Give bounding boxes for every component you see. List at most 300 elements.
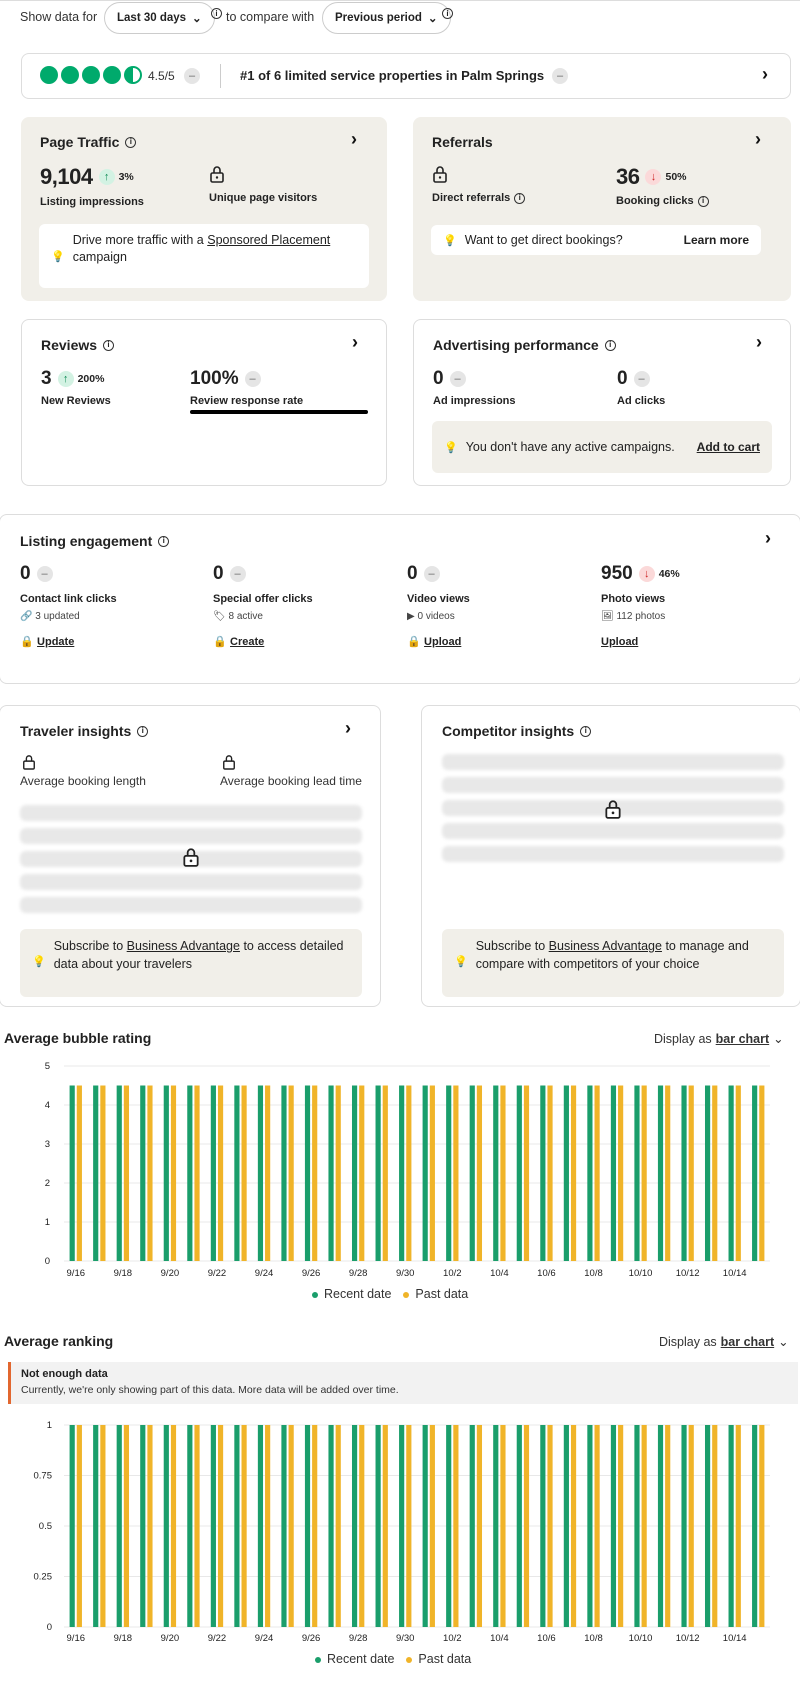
display-as-value: bar chart — [720, 1334, 775, 1349]
bar-past — [383, 1086, 388, 1262]
bar-past — [547, 1086, 552, 1262]
lock-icon — [432, 165, 448, 186]
bar-recent — [423, 1086, 428, 1262]
bar-past — [289, 1086, 294, 1262]
bar-past — [77, 1086, 82, 1262]
bar-past — [500, 1425, 505, 1627]
upload-photo-link[interactable]: Upload — [601, 636, 639, 648]
traveler-insights-card[interactable] — [0, 705, 381, 1007]
y-tick-label: 0.25 — [33, 1571, 52, 1583]
engagement-item — [20, 563, 117, 648]
bar-past — [383, 1425, 388, 1627]
dash-icon: – — [184, 68, 200, 84]
x-tick-label: 9/26 — [301, 1633, 321, 1644]
info-icon[interactable]: i — [125, 137, 136, 148]
bar-past — [759, 1086, 764, 1262]
x-tick-label: 9/24 — [254, 1268, 274, 1279]
chart-legend — [312, 1287, 468, 1301]
past-legend-dot — [403, 1292, 409, 1298]
bar-recent — [211, 1425, 216, 1627]
bar-past — [406, 1086, 411, 1262]
arrow-up-icon: ↑ — [58, 371, 74, 387]
lightbulb-icon: 💡 — [444, 441, 458, 454]
recent-legend-dot — [312, 1292, 318, 1298]
y-tick-label: 1 — [46, 1420, 52, 1431]
link-icon: 🔗 — [20, 611, 33, 622]
y-tick-label: 4 — [44, 1100, 50, 1111]
bubble-rating-icon — [40, 66, 142, 84]
response-rate-label: Review response rate — [190, 395, 304, 407]
sponsored-tip — [39, 224, 369, 288]
blurred-placeholder — [20, 828, 362, 844]
info-icon[interactable]: i — [211, 8, 222, 19]
x-tick-label: 9/28 — [348, 1633, 368, 1644]
response-rate-bar — [190, 410, 368, 414]
x-tick-label: 9/16 — [66, 1268, 86, 1279]
dash-icon: – — [230, 566, 246, 582]
x-tick-label: 10/10 — [628, 1633, 653, 1644]
bar-past — [265, 1086, 270, 1262]
x-tick-label: 10/10 — [628, 1268, 653, 1279]
y-tick-label: 5 — [44, 1061, 50, 1072]
bar-past — [477, 1086, 482, 1262]
engagement-label: Photo views — [601, 593, 666, 605]
traveler-title: Traveler insights — [20, 723, 132, 739]
bar-past — [736, 1425, 741, 1627]
bar-past — [500, 1086, 505, 1262]
x-tick-label: 9/16 — [66, 1633, 86, 1644]
bar-past — [194, 1425, 199, 1627]
x-tick-label: 10/12 — [675, 1268, 700, 1279]
lock-icon — [182, 847, 200, 870]
engagement-item — [213, 563, 313, 648]
x-tick-label: 10/6 — [537, 1268, 556, 1279]
bar-recent — [305, 1425, 310, 1627]
bar-recent — [328, 1425, 333, 1627]
dash-icon: – — [245, 371, 261, 387]
y-tick-label: 2 — [44, 1178, 50, 1189]
lightbulb-icon: 💡 — [454, 956, 468, 968]
chevron-down-icon: ⌄ — [192, 13, 202, 25]
notice-title: Not enough data — [21, 1368, 108, 1380]
bubble-rating-chart — [0, 1050, 800, 1280]
bar-recent — [634, 1086, 639, 1262]
bar-past — [689, 1086, 694, 1262]
bar-past — [642, 1086, 647, 1262]
bar-past — [571, 1086, 576, 1262]
recent-legend-dot — [315, 1657, 321, 1663]
lock-icon — [209, 165, 225, 186]
bar-past — [736, 1086, 741, 1262]
bar-recent — [399, 1425, 404, 1627]
arrow-down-icon: ↓ — [639, 566, 655, 582]
period-value: Last 30 days — [117, 12, 187, 24]
bar-recent — [705, 1425, 710, 1627]
x-tick-label: 9/28 — [348, 1268, 368, 1279]
arrow-up-icon: ↑ — [99, 169, 115, 185]
info-icon[interactable]: i — [580, 726, 591, 737]
x-tick-label: 10/2 — [443, 1268, 462, 1279]
y-tick-label: 0 — [46, 1622, 52, 1633]
bar-past — [689, 1425, 694, 1627]
engagement-value: 950 — [601, 563, 633, 584]
x-tick-label: 10/14 — [722, 1268, 747, 1279]
rating-bar[interactable] — [21, 53, 791, 99]
blurred-placeholder — [20, 897, 362, 913]
bar-recent — [187, 1086, 192, 1262]
bar-past — [124, 1425, 129, 1627]
bar-past — [430, 1086, 435, 1262]
bar-past — [759, 1425, 764, 1627]
bar-recent — [376, 1425, 381, 1627]
compare-label: to compare with — [226, 10, 315, 24]
bar-recent — [164, 1086, 169, 1262]
bar-recent — [376, 1086, 381, 1262]
blurred-placeholder — [442, 846, 784, 862]
engagement-value: 0 — [20, 563, 31, 584]
bar-recent — [93, 1086, 98, 1262]
learn-more-link[interactable]: Learn more — [683, 233, 749, 247]
bar-recent — [117, 1425, 122, 1627]
engagement-title: Listing engagement — [20, 533, 153, 549]
display-as-label: Display as — [654, 1031, 712, 1046]
bar-past — [171, 1086, 176, 1262]
ad-clicks-label: Ad clicks — [617, 395, 666, 407]
ranking-chart — [0, 1415, 800, 1655]
bar-past — [359, 1425, 364, 1627]
chevron-down-icon: ⌄ — [773, 1032, 784, 1046]
blurred-placeholder — [442, 754, 784, 770]
direct-bookings-tip — [431, 225, 761, 255]
bar-past — [453, 1425, 458, 1627]
page-traffic-card[interactable] — [21, 117, 387, 301]
dash-icon: – — [634, 371, 650, 387]
bar-recent — [117, 1086, 122, 1262]
x-tick-label: 9/18 — [113, 1268, 133, 1279]
chevron-right-icon[interactable]: › — [352, 332, 358, 352]
x-tick-label: 9/26 — [301, 1268, 321, 1279]
tip-text: to manage and compare with competitors of your choice — [475, 939, 749, 971]
booking-clicks-value: 36 — [616, 164, 640, 189]
bar-recent — [187, 1425, 192, 1627]
chevron-down-icon: ⌄ — [427, 13, 438, 25]
legend-recent: Recent date — [324, 1287, 392, 1301]
bar-past — [406, 1425, 411, 1627]
bar-past — [289, 1425, 294, 1627]
compare-select[interactable] — [322, 2, 451, 34]
engagement-value: 0 — [407, 563, 418, 584]
lock-icon — [604, 799, 622, 822]
bar-recent — [70, 1086, 75, 1262]
page-traffic-title: Page Traffic — [40, 134, 120, 150]
ad-impressions-value: 0 — [433, 368, 444, 389]
display-as-select[interactable] — [659, 1334, 789, 1349]
bar-recent — [658, 1086, 663, 1262]
info-icon[interactable]: i — [158, 536, 169, 547]
x-tick-label: 9/18 — [113, 1633, 133, 1644]
bar-recent — [446, 1086, 451, 1262]
bar-recent — [587, 1425, 592, 1627]
bar-recent — [93, 1425, 98, 1627]
bar-recent — [587, 1086, 592, 1262]
x-tick-label: 9/22 — [207, 1633, 227, 1644]
bar-past — [124, 1086, 129, 1262]
x-tick-label: 9/30 — [395, 1268, 415, 1279]
bar-recent — [281, 1425, 286, 1627]
bar-recent — [470, 1086, 475, 1262]
referrals-card[interactable] — [413, 117, 791, 301]
bar-past — [665, 1086, 670, 1262]
bar-past — [147, 1425, 152, 1627]
bar-recent — [164, 1425, 169, 1627]
bar-past — [218, 1086, 223, 1262]
bar-past — [336, 1086, 341, 1262]
bar-past — [218, 1425, 223, 1627]
legend-past: Past data — [418, 1652, 472, 1666]
bar-recent — [564, 1425, 569, 1627]
update-link[interactable]: Update — [37, 636, 75, 648]
bar-recent — [281, 1086, 286, 1262]
engagement-item — [407, 563, 470, 648]
engagement-sub: 0 videos — [417, 611, 455, 622]
bar-past — [336, 1425, 341, 1627]
bar-recent — [517, 1425, 522, 1627]
ad-clicks-value: 0 — [617, 368, 628, 389]
tag-icon: 🏷 — [213, 611, 226, 622]
bar-recent — [423, 1425, 428, 1627]
bar-recent — [611, 1425, 616, 1627]
info-icon[interactable]: i — [137, 726, 148, 737]
bar-recent — [140, 1425, 145, 1627]
display-as-select[interactable] — [654, 1031, 784, 1046]
info-icon[interactable]: i — [103, 340, 114, 351]
bar-past — [477, 1425, 482, 1627]
lightbulb-icon: 💡 — [51, 251, 65, 263]
business-advantage-tip — [20, 929, 362, 997]
show-data-label: Show data for — [20, 10, 98, 24]
dash-icon: – — [37, 566, 53, 582]
bar-recent — [564, 1086, 569, 1262]
response-rate-value: 100% — [190, 368, 239, 389]
business-advantage-tip — [442, 929, 784, 997]
bar-recent — [729, 1425, 734, 1627]
bar-past — [312, 1425, 317, 1627]
bar-recent — [634, 1425, 639, 1627]
engagement-item — [601, 563, 680, 648]
bar-recent — [446, 1425, 451, 1627]
arrow-down-icon: ↓ — [645, 169, 661, 185]
x-tick-label: 10/4 — [490, 1633, 509, 1644]
dash-icon: – — [450, 371, 466, 387]
bar-past — [77, 1425, 82, 1627]
bar-recent — [493, 1425, 498, 1627]
bar-past — [242, 1425, 247, 1627]
bar-past — [312, 1086, 317, 1262]
x-tick-label: 9/20 — [160, 1633, 180, 1644]
not-enough-data-notice — [8, 1362, 798, 1404]
referrals-title: Referrals — [432, 134, 493, 150]
bar-recent — [140, 1086, 145, 1262]
x-tick-label: 10/8 — [584, 1633, 603, 1644]
x-tick-label: 9/20 — [160, 1268, 180, 1279]
direct-referrals-label: Direct referrals — [432, 192, 511, 204]
display-as-value: bar chart — [715, 1031, 770, 1046]
video-icon: ▶ — [407, 611, 415, 622]
divider — [220, 64, 221, 88]
bar-recent — [611, 1086, 616, 1262]
impressions-value: 9,104 — [40, 164, 93, 189]
chevron-right-icon[interactable]: › — [755, 129, 761, 149]
info-icon[interactable]: i — [442, 8, 453, 19]
new-reviews-label: New Reviews — [41, 395, 111, 407]
ad-impressions-label: Ad impressions — [433, 395, 516, 407]
lightbulb-icon: 💡 — [32, 956, 46, 968]
listing-engagement-card[interactable] — [0, 514, 800, 684]
image-icon: 🖼 — [601, 611, 614, 622]
x-tick-label: 10/6 — [537, 1633, 556, 1644]
x-tick-label: 10/14 — [722, 1633, 747, 1644]
new-reviews-pct: 200% — [77, 373, 105, 385]
dash-icon: – — [424, 566, 440, 582]
create-link[interactable]: Create — [230, 636, 265, 648]
sponsored-placement-link[interactable]: Sponsored Placement — [207, 233, 331, 247]
bar-past — [547, 1425, 552, 1627]
bar-recent — [399, 1086, 404, 1262]
bar-past — [665, 1425, 670, 1627]
bubble-rating-title: Average bubble rating — [4, 1030, 152, 1046]
engagement-label: Contact link clicks — [20, 593, 117, 605]
dash-icon: – — [552, 68, 568, 84]
chevron-right-icon: › — [762, 64, 768, 84]
chart-legend — [315, 1652, 471, 1666]
bar-past — [100, 1425, 105, 1627]
ranking-title: Average ranking — [4, 1333, 114, 1349]
chevron-right-icon[interactable]: › — [756, 332, 762, 352]
bar-past — [618, 1425, 623, 1627]
bar-recent — [752, 1086, 757, 1262]
business-advantage-link[interactable]: Business Advantage — [126, 939, 240, 953]
bar-recent — [70, 1425, 75, 1627]
add-to-cart-link[interactable]: Add to cart — [696, 440, 760, 454]
upload-video-link[interactable]: Upload — [424, 636, 462, 648]
bar-recent — [211, 1086, 216, 1262]
bar-past — [242, 1086, 247, 1262]
bar-recent — [540, 1086, 545, 1262]
blurred-placeholder — [20, 874, 362, 890]
x-tick-label: 9/22 — [207, 1268, 227, 1279]
engagement-label: Video views — [407, 593, 470, 605]
business-advantage-link[interactable]: Business Advantage — [548, 939, 662, 953]
top-divider — [0, 0, 800, 1]
reviews-card[interactable] — [21, 319, 387, 486]
bar-recent — [681, 1425, 686, 1627]
x-tick-label: 10/2 — [443, 1633, 462, 1644]
reviews-title: Reviews — [41, 337, 98, 353]
tip-text: Drive more traffic with a — [72, 233, 204, 247]
bar-recent — [258, 1086, 263, 1262]
y-tick-label: 0.75 — [33, 1470, 52, 1482]
engagement-sub: 112 photos — [616, 611, 666, 622]
y-tick-label: 0 — [44, 1256, 50, 1267]
bar-recent — [752, 1425, 757, 1627]
competitor-insights-card[interactable] — [421, 705, 800, 1007]
bar-recent — [470, 1425, 475, 1627]
booking-clicks-label: Booking clicks — [616, 195, 694, 207]
bar-past — [430, 1425, 435, 1627]
compare-value: Previous period — [335, 12, 422, 24]
x-tick-label: 9/24 — [254, 1633, 274, 1644]
bar-past — [618, 1086, 623, 1262]
bar-recent — [517, 1086, 522, 1262]
period-select[interactable] — [104, 2, 215, 34]
bar-recent — [681, 1086, 686, 1262]
past-legend-dot — [406, 1657, 412, 1663]
bar-recent — [493, 1086, 498, 1262]
bar-past — [265, 1425, 270, 1627]
bar-recent — [540, 1425, 545, 1627]
bar-past — [595, 1086, 600, 1262]
engagement-sub: 8 active — [228, 611, 263, 622]
bar-past — [147, 1086, 152, 1262]
chevron-right-icon[interactable]: › — [351, 129, 357, 149]
booking-length-label: Average booking length — [20, 774, 146, 788]
blurred-placeholder — [442, 823, 784, 839]
bar-past — [100, 1086, 105, 1262]
chevron-right-icon[interactable]: › — [345, 718, 351, 738]
y-tick-label: 0.5 — [38, 1521, 52, 1532]
bar-past — [453, 1086, 458, 1262]
bar-recent — [234, 1425, 239, 1627]
notice-text: Currently, we're only showing part of this data. More data will be added over time. — [21, 1384, 399, 1396]
lightbulb-icon: 💡 — [443, 234, 457, 247]
info-icon[interactable]: i — [605, 340, 616, 351]
chevron-right-icon[interactable]: › — [765, 528, 771, 548]
bar-recent — [328, 1086, 333, 1262]
bar-past — [171, 1425, 176, 1627]
info-icon[interactable]: i — [698, 196, 709, 207]
lock-icon: 🔒 — [20, 636, 34, 648]
bar-recent — [705, 1086, 710, 1262]
bar-recent — [729, 1086, 734, 1262]
advertising-title: Advertising performance — [433, 337, 599, 353]
bar-recent — [234, 1086, 239, 1262]
bar-past — [524, 1086, 529, 1262]
blurred-placeholder — [442, 777, 784, 793]
engagement-pct: 46% — [658, 568, 680, 580]
lock-icon: 🔒 — [407, 636, 421, 648]
y-tick-label: 1 — [44, 1217, 50, 1228]
tip-text: campaign — [72, 250, 127, 264]
y-tick-label: 3 — [44, 1139, 50, 1150]
display-as-label: Display as — [659, 1334, 717, 1349]
blurred-placeholder — [20, 805, 362, 821]
advertising-card[interactable] — [413, 319, 791, 486]
bar-recent — [352, 1086, 357, 1262]
bar-past — [712, 1425, 717, 1627]
bar-past — [524, 1425, 529, 1627]
legend-recent: Recent date — [327, 1652, 395, 1666]
bar-past — [194, 1086, 199, 1262]
legend-past: Past data — [415, 1287, 469, 1301]
x-tick-label: 10/12 — [675, 1633, 700, 1644]
bar-recent — [352, 1425, 357, 1627]
chevron-down-icon: ⌄ — [778, 1335, 789, 1349]
bar-past — [359, 1086, 364, 1262]
bar-past — [712, 1086, 717, 1262]
info-icon[interactable]: i — [514, 193, 525, 204]
rank-text: #1 of 6 limited service properties in Palm Springs — [240, 68, 545, 83]
visitors-label: Unique page visitors — [209, 192, 318, 204]
